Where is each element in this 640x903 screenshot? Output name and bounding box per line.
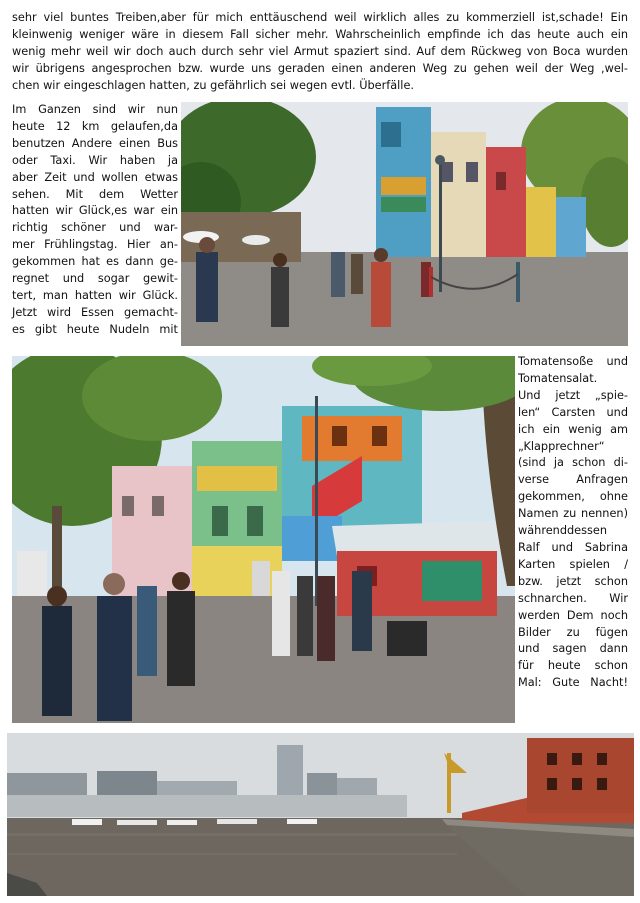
right-line: (sind ja schon di- <box>518 456 628 470</box>
right-line: und sagen dann <box>518 642 628 656</box>
puerto-madero-harbor-photo <box>7 733 634 896</box>
right-line: Bilder zu fügen <box>518 625 628 639</box>
intro-line: kleinwenig weniger wäre in diesem Fall sicher mehr. Wahrscheinlich empfinde ich das heute auch ein <box>12 27 628 41</box>
intro-line: chen wir eingeschlagen hatten, zu gefährlich sei wegen evtl. Überfälle. <box>12 78 414 92</box>
left-line: hatten wir Glück,es war ein <box>12 204 178 218</box>
left-line: benutzen Andere einen Bus <box>12 136 178 150</box>
left-line: oder Taxi. Wir haben ja <box>12 153 178 167</box>
right-line: Namen zu nennen) <box>518 507 628 521</box>
left-line: tert, man hatten wir Glück. <box>12 288 178 302</box>
right-line: bzw. jetzt schon <box>518 574 628 588</box>
right-line: Ralf und Sabrina <box>518 540 628 554</box>
caminito-plaza-photo <box>12 356 515 723</box>
right-line: für heute schon <box>518 659 628 673</box>
left-line: es gibt heute Nudeln mit <box>12 322 178 336</box>
right-line: len“ Carsten und <box>518 405 628 419</box>
left-line: sehen. Mit dem Wetter <box>12 187 178 201</box>
right-line: ich ein wenig am <box>518 422 628 436</box>
intro-line: sehr viel buntes Treiben,aber für mich enttäuschend weil wirklich alles zu kommerziell ist,schade! Ein <box>12 11 628 24</box>
left-line: richtig schöner und war- <box>12 221 178 235</box>
right-line: Tomatensalat. <box>518 371 598 385</box>
left-line: Jetzt wird Essen gemacht- <box>12 305 178 319</box>
right-line: werden Dem noch <box>518 608 628 622</box>
right-line: verse Anfragen <box>518 473 628 487</box>
caminito-street-photo <box>181 102 628 346</box>
right-line: „Klapprechner“ <box>518 439 605 453</box>
left-line: regnet und sogar gewit- <box>12 272 178 286</box>
left-line: aber Zeit und wollen etwas <box>12 170 178 184</box>
right-column-text <box>518 354 628 692</box>
right-line: Mal: Gute Nacht! <box>518 676 628 690</box>
right-line: Und jetzt „spie- <box>518 388 628 402</box>
left-line: Im Ganzen sind wir nun <box>12 103 178 116</box>
intro-line: wenig mehr weil wir doch auch durch sehr viel Armut spaziert sind. Auf dem Rückweg von Boca wurden <box>12 44 628 58</box>
right-line: Karten spielen / <box>518 557 628 571</box>
left-line: mer Frühlingstag. Hier an- <box>12 238 178 252</box>
intro-line: wir übrigens angesprochen bzw. wurde uns geraden einen anderen Weg zu gehen weil der Weg ,wel- <box>12 61 628 75</box>
right-line: Tomatensoße und <box>518 355 628 368</box>
left-line: heute 12 km gelaufen,da <box>12 119 178 133</box>
right-line: währenddessen <box>518 524 608 538</box>
right-line: gekommen, ohne <box>518 490 628 504</box>
left-line: gekommen hat es dann ge- <box>12 255 178 269</box>
intro-paragraph <box>12 10 628 95</box>
right-line: schnarchen. Wir <box>518 591 628 605</box>
left-column-text <box>12 102 178 339</box>
